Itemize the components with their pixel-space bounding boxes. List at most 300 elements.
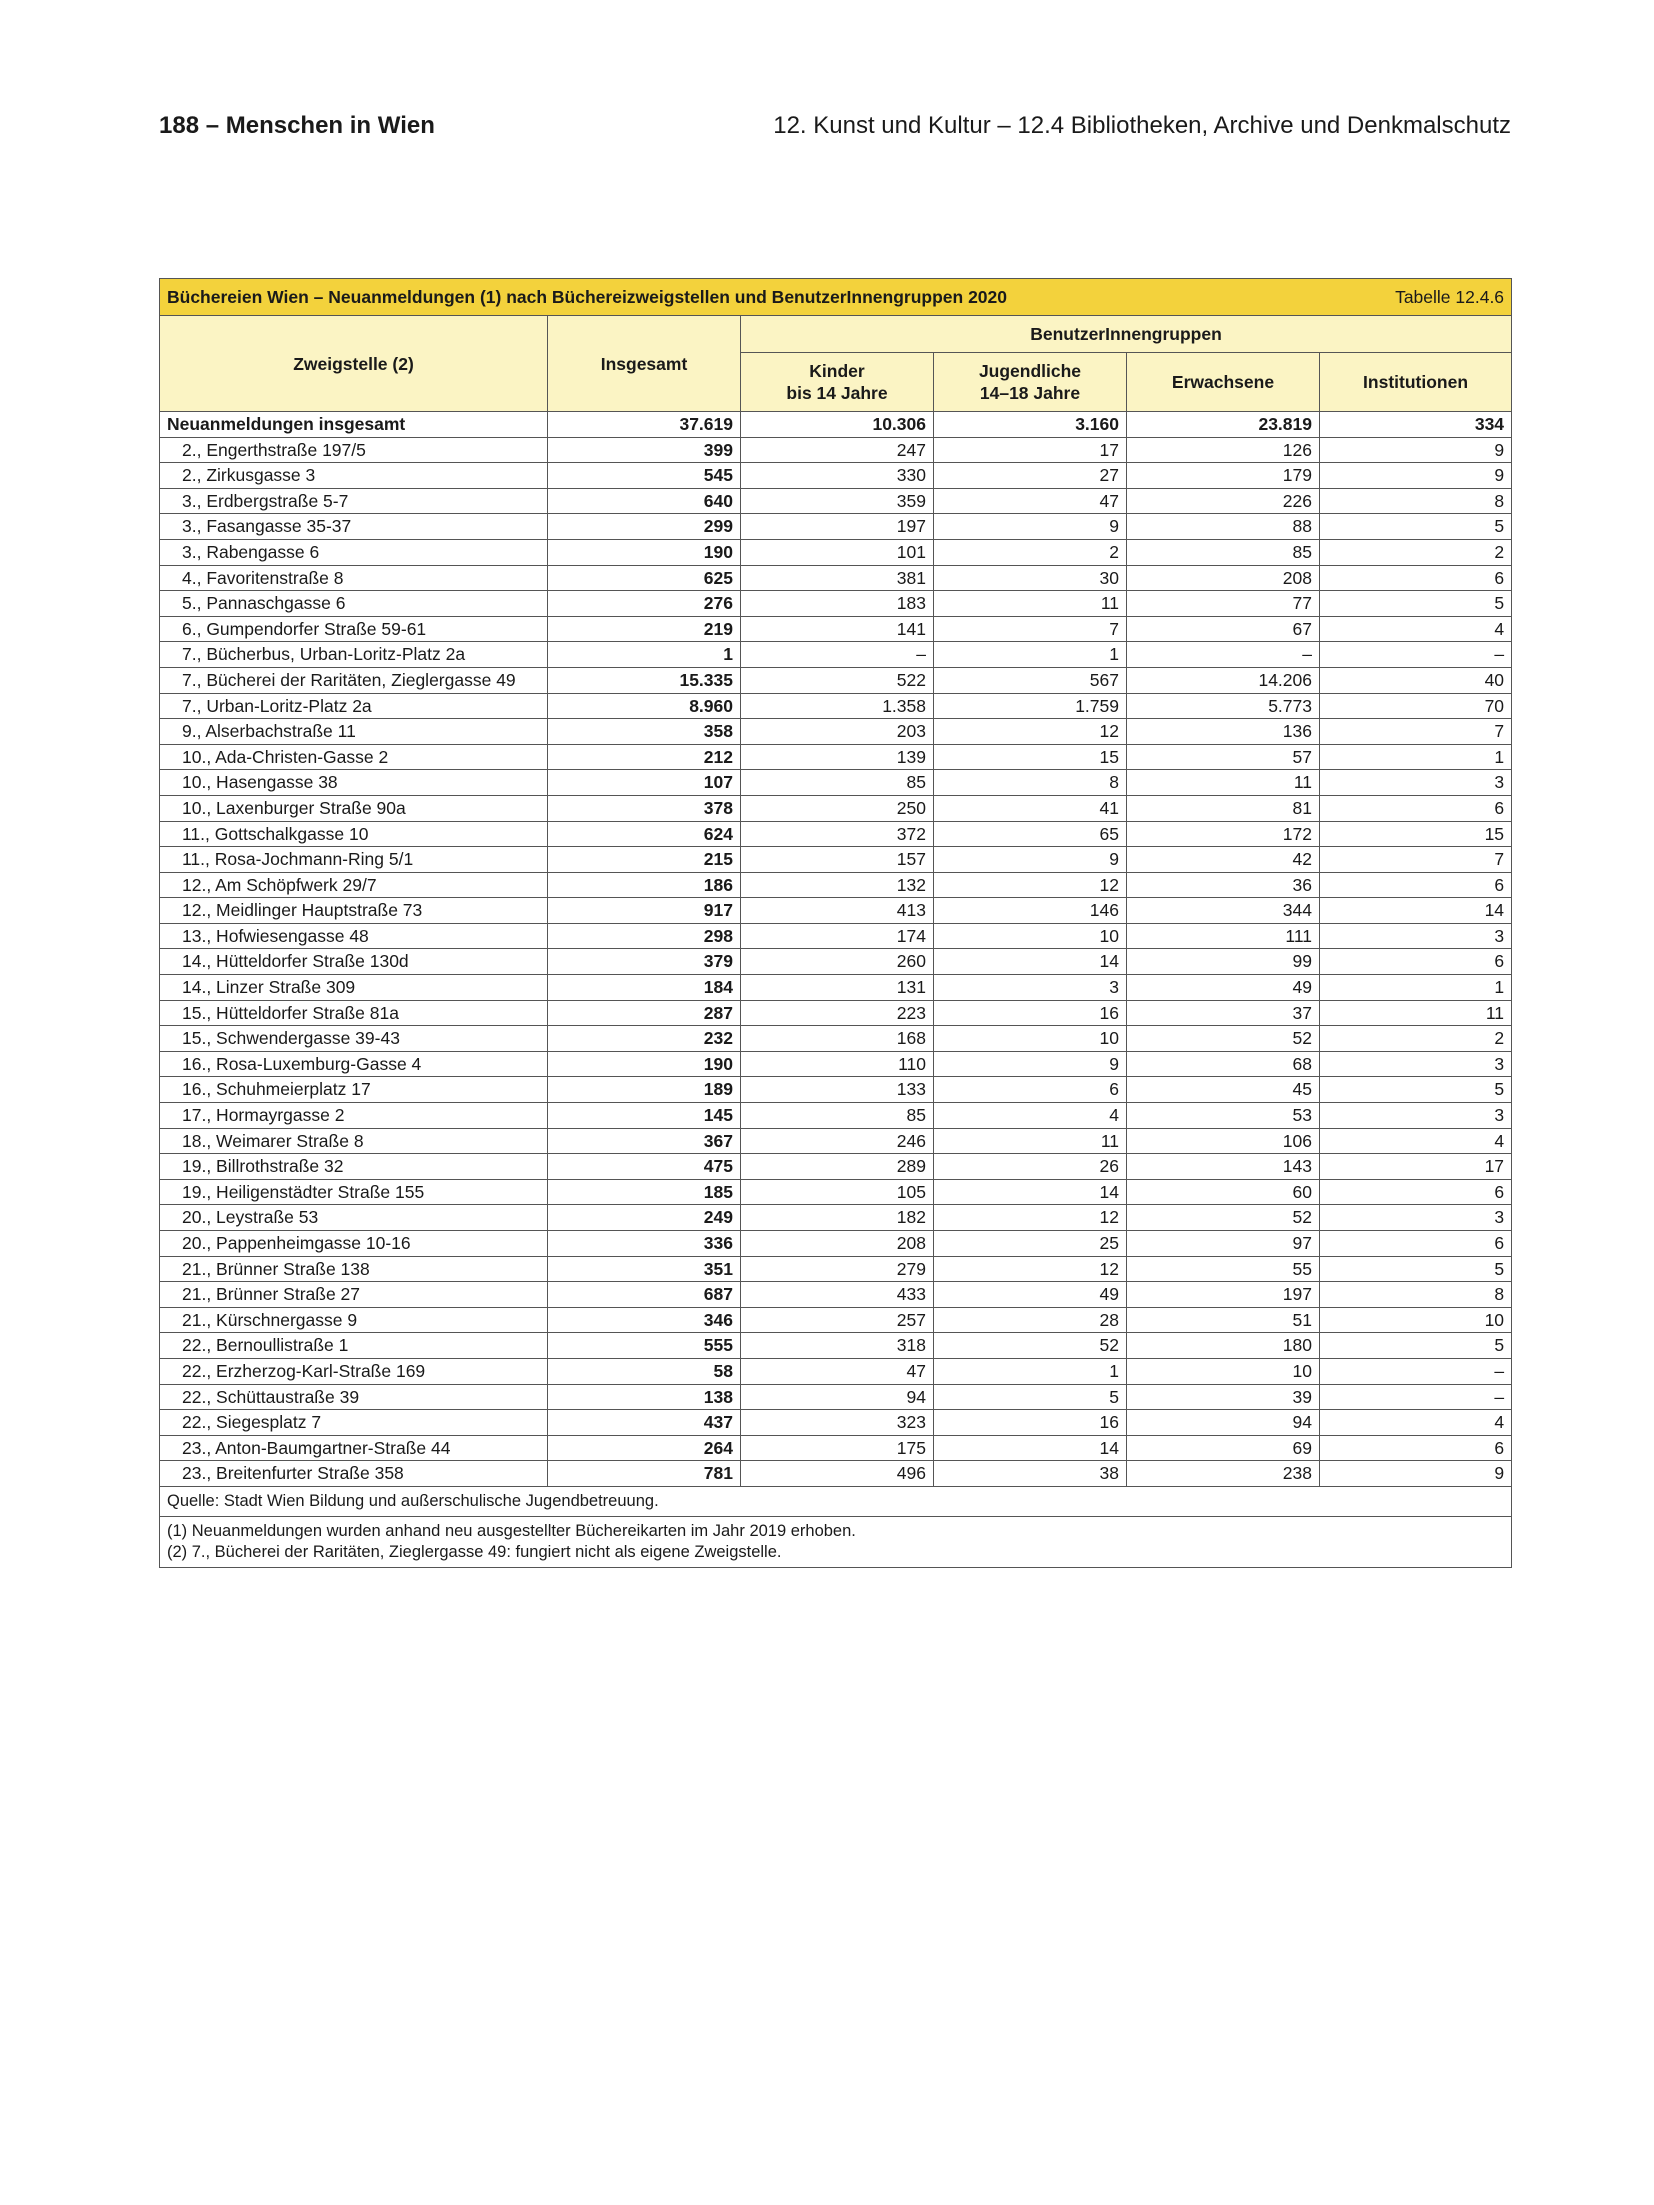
cell-youth: 9 (934, 1051, 1127, 1077)
col-header-children-line2: bis 14 Jahre (786, 383, 888, 403)
page-number-title: 188 – Menschen in Wien (159, 112, 435, 139)
cell-branch: 20., Leystraße 53 (160, 1205, 548, 1231)
cell-adults: 126 (1127, 437, 1320, 463)
cell-branch: Neuanmeldungen insgesamt (160, 412, 548, 438)
cell-children: 182 (741, 1205, 934, 1231)
cell-youth: 15 (934, 744, 1127, 770)
cell-youth: 52 (934, 1333, 1127, 1359)
cell-total: 379 (548, 949, 741, 975)
col-header-adults: Erwachsene (1127, 353, 1320, 412)
cell-children: 168 (741, 1026, 934, 1052)
table-source: Quelle: Stadt Wien Bildung und außerschulische Jugendbetreuung. (160, 1486, 1512, 1516)
cell-children: 47 (741, 1358, 934, 1384)
col-header-total: Insgesamt (548, 316, 741, 412)
cell-youth: 16 (934, 1410, 1127, 1436)
cell-adults: 11 (1127, 770, 1320, 796)
cell-institutions: 11 (1320, 1000, 1512, 1026)
cell-total: 781 (548, 1461, 741, 1487)
table-row (160, 949, 1512, 975)
cell-branch: 4., Favoritenstraße 8 (160, 565, 548, 591)
col-header-youth (934, 353, 1127, 412)
cell-youth: 12 (934, 872, 1127, 898)
cell-adults: 52 (1127, 1026, 1320, 1052)
cell-branch: 16., Rosa-Luxemburg-Gasse 4 (160, 1051, 548, 1077)
col-header-youth-line2: 14–18 Jahre (979, 383, 1081, 403)
table-row (160, 1461, 1512, 1487)
cell-branch: 14., Hütteldorfer Straße 130d (160, 949, 548, 975)
cell-institutions: 10 (1320, 1307, 1512, 1333)
col-header-youth-line1: Jugendliche (978, 361, 1082, 381)
cell-branch: 22., Siegesplatz 7 (160, 1410, 548, 1436)
cell-youth: 9 (934, 514, 1127, 540)
cell-adults: 106 (1127, 1128, 1320, 1154)
cell-branch: 2., Engerthstraße 197/5 (160, 437, 548, 463)
col-header-branch: Zweigstelle (2) (160, 316, 548, 412)
cell-total: 219 (548, 616, 741, 642)
cell-total: 917 (548, 898, 741, 924)
table-row (160, 821, 1512, 847)
cell-children: 433 (741, 1282, 934, 1308)
table-row (160, 1077, 1512, 1103)
cell-total: 399 (548, 437, 741, 463)
cell-total: 15.335 (548, 667, 741, 693)
table-row (160, 1307, 1512, 1333)
cell-adults: 94 (1127, 1410, 1320, 1436)
cell-total: 58 (548, 1358, 741, 1384)
table-row (160, 565, 1512, 591)
cell-adults: 136 (1127, 719, 1320, 745)
cell-institutions: 4 (1320, 1410, 1512, 1436)
cell-youth: 12 (934, 1205, 1127, 1231)
cell-youth: 25 (934, 1231, 1127, 1257)
cell-youth: 47 (934, 488, 1127, 514)
cell-institutions: 3 (1320, 923, 1512, 949)
table-row (160, 872, 1512, 898)
table-row (160, 693, 1512, 719)
cell-institutions: 6 (1320, 565, 1512, 591)
cell-institutions: – (1320, 1384, 1512, 1410)
cell-children: 318 (741, 1333, 934, 1359)
table-notes (160, 1516, 1512, 1567)
cell-total: 138 (548, 1384, 741, 1410)
cell-institutions: 5 (1320, 1256, 1512, 1282)
cell-total: 367 (548, 1128, 741, 1154)
table-source-row (160, 1486, 1512, 1516)
table-row (160, 616, 1512, 642)
cell-institutions: 5 (1320, 514, 1512, 540)
cell-adults: 36 (1127, 872, 1320, 898)
cell-institutions: 1 (1320, 975, 1512, 1001)
cell-total: 555 (548, 1333, 741, 1359)
cell-total: 378 (548, 795, 741, 821)
cell-children: 413 (741, 898, 934, 924)
cell-adults: 81 (1127, 795, 1320, 821)
table-row (160, 1051, 1512, 1077)
col-header-user-groups: BenutzerInnengruppen (741, 316, 1512, 353)
cell-institutions: 9 (1320, 437, 1512, 463)
table-title: Büchereien Wien – Neuanmeldungen (1) nach Büchereizweigstellen und BenutzerInnengruppen 2020 (167, 287, 1007, 307)
cell-branch: 19., Heiligenstädter Straße 155 (160, 1179, 548, 1205)
cell-total: 8.960 (548, 693, 741, 719)
cell-institutions: 2 (1320, 539, 1512, 565)
cell-youth: 11 (934, 1128, 1127, 1154)
cell-adults: – (1127, 642, 1320, 668)
cell-children: 175 (741, 1435, 934, 1461)
statistics-table-container (159, 278, 1511, 1568)
cell-youth: 1 (934, 1358, 1127, 1384)
cell-institutions: 6 (1320, 1435, 1512, 1461)
cell-children: 257 (741, 1307, 934, 1333)
cell-adults: 49 (1127, 975, 1320, 1001)
table-row (160, 1000, 1512, 1026)
cell-children: 522 (741, 667, 934, 693)
table-row (160, 847, 1512, 873)
cell-youth: 10 (934, 923, 1127, 949)
table-row (160, 898, 1512, 924)
cell-institutions: 6 (1320, 872, 1512, 898)
cell-institutions: 40 (1320, 667, 1512, 693)
table-row (160, 1410, 1512, 1436)
cell-institutions: 14 (1320, 898, 1512, 924)
cell-branch: 22., Bernoullistraße 1 (160, 1333, 548, 1359)
cell-youth: 11 (934, 591, 1127, 617)
table-row (160, 488, 1512, 514)
cell-institutions: 8 (1320, 1282, 1512, 1308)
cell-children: 85 (741, 770, 934, 796)
cell-institutions: 4 (1320, 1128, 1512, 1154)
table-row (160, 1358, 1512, 1384)
cell-children: 381 (741, 565, 934, 591)
table-body (160, 412, 1512, 1487)
cell-total: 145 (548, 1103, 741, 1129)
cell-children: 279 (741, 1256, 934, 1282)
cell-branch: 5., Pannaschgasse 6 (160, 591, 548, 617)
table-row (160, 719, 1512, 745)
cell-total: 687 (548, 1282, 741, 1308)
cell-adults: 180 (1127, 1333, 1320, 1359)
cell-children: – (741, 642, 934, 668)
cell-children: 359 (741, 488, 934, 514)
cell-children: 203 (741, 719, 934, 745)
cell-youth: 17 (934, 437, 1127, 463)
cell-total: 287 (548, 1000, 741, 1026)
cell-children: 323 (741, 1410, 934, 1436)
cell-branch: 22., Erzherzog-Karl-Straße 169 (160, 1358, 548, 1384)
cell-total: 640 (548, 488, 741, 514)
table-row (160, 642, 1512, 668)
cell-institutions: 70 (1320, 693, 1512, 719)
cell-children: 110 (741, 1051, 934, 1077)
page-header (159, 112, 1511, 146)
table-row (160, 1384, 1512, 1410)
table-row (160, 591, 1512, 617)
cell-children: 94 (741, 1384, 934, 1410)
cell-total: 215 (548, 847, 741, 873)
cell-children: 101 (741, 539, 934, 565)
cell-total: 212 (548, 744, 741, 770)
cell-children: 1.358 (741, 693, 934, 719)
cell-youth: 3.160 (934, 412, 1127, 438)
table-row (160, 795, 1512, 821)
col-header-children-line1: Kinder (809, 361, 865, 381)
cell-total: 625 (548, 565, 741, 591)
cell-adults: 23.819 (1127, 412, 1320, 438)
table-row (160, 1026, 1512, 1052)
cell-branch: 15., Schwendergasse 39-43 (160, 1026, 548, 1052)
cell-youth: 28 (934, 1307, 1127, 1333)
cell-adults: 344 (1127, 898, 1320, 924)
table-header-row (160, 316, 1512, 353)
cell-branch: 13., Hofwiesengasse 48 (160, 923, 548, 949)
cell-youth: 7 (934, 616, 1127, 642)
cell-youth: 38 (934, 1461, 1127, 1487)
chapter-title: 12. Kunst und Kultur – 12.4 Bibliotheken, Archive und Denkmalschutz (773, 112, 1511, 139)
cell-branch: 21., Kürschnergasse 9 (160, 1307, 548, 1333)
cell-branch: 3., Erdbergstraße 5-7 (160, 488, 548, 514)
cell-children: 131 (741, 975, 934, 1001)
cell-youth: 65 (934, 821, 1127, 847)
cell-total: 475 (548, 1154, 741, 1180)
cell-youth: 2 (934, 539, 1127, 565)
footnote-1: (1) Neuanmeldungen wurden anhand neu ausgestellter Büchereikarten im Jahr 2019 erhoben. (167, 1521, 856, 1540)
cell-total: 298 (548, 923, 741, 949)
cell-children: 372 (741, 821, 934, 847)
cell-total: 184 (548, 975, 741, 1001)
cell-institutions: 5 (1320, 1333, 1512, 1359)
cell-branch: 16., Schuhmeierplatz 17 (160, 1077, 548, 1103)
cell-branch: 7., Bücherei der Raritäten, Zieglergasse 49 (160, 667, 548, 693)
cell-adults: 45 (1127, 1077, 1320, 1103)
cell-institutions: 15 (1320, 821, 1512, 847)
footnote-2: (2) 7., Bücherei der Raritäten, Zieglergasse 49: fungiert nicht als eigene Zweigstelle. (167, 1542, 782, 1561)
table-row (160, 667, 1512, 693)
cell-institutions: 3 (1320, 1205, 1512, 1231)
cell-institutions: 3 (1320, 770, 1512, 796)
cell-total: 185 (548, 1179, 741, 1205)
cell-adults: 97 (1127, 1231, 1320, 1257)
cell-institutions: – (1320, 642, 1512, 668)
cell-branch: 14., Linzer Straße 309 (160, 975, 548, 1001)
cell-children: 141 (741, 616, 934, 642)
cell-institutions: 4 (1320, 616, 1512, 642)
table-row (160, 539, 1512, 565)
table-row-total (160, 412, 1512, 438)
cell-total: 249 (548, 1205, 741, 1231)
cell-institutions: 6 (1320, 1231, 1512, 1257)
table-row (160, 744, 1512, 770)
table-row (160, 1154, 1512, 1180)
cell-youth: 16 (934, 1000, 1127, 1026)
cell-adults: 53 (1127, 1103, 1320, 1129)
table-reference: Tabelle 12.4.6 (1395, 287, 1505, 307)
cell-adults: 238 (1127, 1461, 1320, 1487)
cell-branch: 10., Laxenburger Straße 90a (160, 795, 548, 821)
cell-total: 346 (548, 1307, 741, 1333)
cell-youth: 26 (934, 1154, 1127, 1180)
col-header-children (741, 353, 934, 412)
cell-children: 132 (741, 872, 934, 898)
table-row (160, 1435, 1512, 1461)
cell-adults: 52 (1127, 1205, 1320, 1231)
cell-total: 190 (548, 539, 741, 565)
table-row (160, 1282, 1512, 1308)
cell-adults: 55 (1127, 1256, 1320, 1282)
table-row (160, 514, 1512, 540)
cell-institutions: 2 (1320, 1026, 1512, 1052)
statistics-table (159, 278, 1512, 1568)
cell-children: 197 (741, 514, 934, 540)
cell-branch: 22., Schüttaustraße 39 (160, 1384, 548, 1410)
cell-adults: 77 (1127, 591, 1320, 617)
cell-youth: 10 (934, 1026, 1127, 1052)
cell-children: 174 (741, 923, 934, 949)
cell-total: 336 (548, 1231, 741, 1257)
cell-institutions: 7 (1320, 847, 1512, 873)
table-row (160, 1256, 1512, 1282)
table-title-row (160, 279, 1512, 316)
cell-institutions: 9 (1320, 463, 1512, 489)
cell-youth: 49 (934, 1282, 1127, 1308)
cell-youth: 4 (934, 1103, 1127, 1129)
cell-total: 190 (548, 1051, 741, 1077)
table-row (160, 437, 1512, 463)
cell-branch: 23., Anton-Baumgartner-Straße 44 (160, 1435, 548, 1461)
cell-adults: 39 (1127, 1384, 1320, 1410)
cell-children: 105 (741, 1179, 934, 1205)
cell-adults: 51 (1127, 1307, 1320, 1333)
cell-total: 545 (548, 463, 741, 489)
cell-branch: 2., Zirkusgasse 3 (160, 463, 548, 489)
table-row (160, 1205, 1512, 1231)
cell-branch: 10., Ada-Christen-Gasse 2 (160, 744, 548, 770)
cell-branch: 12., Meidlinger Hauptstraße 73 (160, 898, 548, 924)
cell-children: 223 (741, 1000, 934, 1026)
cell-children: 496 (741, 1461, 934, 1487)
cell-adults: 60 (1127, 1179, 1320, 1205)
cell-institutions: 17 (1320, 1154, 1512, 1180)
cell-institutions: 7 (1320, 719, 1512, 745)
cell-institutions: 8 (1320, 488, 1512, 514)
cell-youth: 1 (934, 642, 1127, 668)
cell-youth: 6 (934, 1077, 1127, 1103)
table-row (160, 1231, 1512, 1257)
cell-branch: 23., Breitenfurter Straße 358 (160, 1461, 548, 1487)
cell-total: 299 (548, 514, 741, 540)
cell-youth: 14 (934, 949, 1127, 975)
cell-adults: 226 (1127, 488, 1320, 514)
cell-adults: 172 (1127, 821, 1320, 847)
cell-children: 183 (741, 591, 934, 617)
cell-total: 37.619 (548, 412, 741, 438)
cell-branch: 6., Gumpendorfer Straße 59-61 (160, 616, 548, 642)
cell-adults: 14.206 (1127, 667, 1320, 693)
cell-branch: 7., Bücherbus, Urban-Loritz-Platz 2a (160, 642, 548, 668)
cell-adults: 57 (1127, 744, 1320, 770)
cell-adults: 37 (1127, 1000, 1320, 1026)
cell-branch: 9., Alserbachstraße 11 (160, 719, 548, 745)
cell-adults: 208 (1127, 565, 1320, 591)
cell-branch: 15., Hütteldorfer Straße 81a (160, 1000, 548, 1026)
table-notes-row (160, 1516, 1512, 1567)
cell-youth: 30 (934, 565, 1127, 591)
cell-branch: 11., Gottschalkgasse 10 (160, 821, 548, 847)
cell-total: 624 (548, 821, 741, 847)
cell-branch: 7., Urban-Loritz-Platz 2a (160, 693, 548, 719)
cell-branch: 12., Am Schöpfwerk 29/7 (160, 872, 548, 898)
col-header-institutions: Institutionen (1320, 353, 1512, 412)
cell-total: 232 (548, 1026, 741, 1052)
cell-children: 250 (741, 795, 934, 821)
cell-institutions: 5 (1320, 591, 1512, 617)
cell-total: 107 (548, 770, 741, 796)
cell-youth: 567 (934, 667, 1127, 693)
cell-youth: 146 (934, 898, 1127, 924)
cell-youth: 12 (934, 719, 1127, 745)
cell-adults: 111 (1127, 923, 1320, 949)
cell-adults: 99 (1127, 949, 1320, 975)
cell-adults: 85 (1127, 539, 1320, 565)
cell-youth: 1.759 (934, 693, 1127, 719)
cell-children: 157 (741, 847, 934, 873)
cell-institutions: 6 (1320, 949, 1512, 975)
cell-adults: 88 (1127, 514, 1320, 540)
cell-adults: 179 (1127, 463, 1320, 489)
cell-children: 260 (741, 949, 934, 975)
cell-branch: 3., Fasangasse 35-37 (160, 514, 548, 540)
cell-total: 264 (548, 1435, 741, 1461)
cell-children: 208 (741, 1231, 934, 1257)
cell-youth: 14 (934, 1435, 1127, 1461)
cell-total: 276 (548, 591, 741, 617)
cell-institutions: 5 (1320, 1077, 1512, 1103)
cell-institutions: 3 (1320, 1103, 1512, 1129)
cell-institutions: 3 (1320, 1051, 1512, 1077)
cell-children: 85 (741, 1103, 934, 1129)
cell-branch: 18., Weimarer Straße 8 (160, 1128, 548, 1154)
cell-institutions: – (1320, 1358, 1512, 1384)
table-row (160, 1103, 1512, 1129)
cell-branch: 11., Rosa-Jochmann-Ring 5/1 (160, 847, 548, 873)
cell-children: 289 (741, 1154, 934, 1180)
cell-youth: 27 (934, 463, 1127, 489)
cell-institutions: 334 (1320, 412, 1512, 438)
table-row (160, 1128, 1512, 1154)
cell-children: 247 (741, 437, 934, 463)
cell-adults: 67 (1127, 616, 1320, 642)
cell-branch: 21., Brünner Straße 138 (160, 1256, 548, 1282)
cell-total: 437 (548, 1410, 741, 1436)
cell-institutions: 1 (1320, 744, 1512, 770)
cell-children: 139 (741, 744, 934, 770)
cell-children: 10.306 (741, 412, 934, 438)
table-row (160, 923, 1512, 949)
cell-youth: 5 (934, 1384, 1127, 1410)
cell-branch: 20., Pappenheimgasse 10-16 (160, 1231, 548, 1257)
table-title-cell (160, 279, 1512, 316)
cell-branch: 19., Billrothstraße 32 (160, 1154, 548, 1180)
cell-branch: 3., Rabengasse 6 (160, 539, 548, 565)
cell-total: 351 (548, 1256, 741, 1282)
cell-branch: 21., Brünner Straße 27 (160, 1282, 548, 1308)
cell-adults: 5.773 (1127, 693, 1320, 719)
cell-children: 246 (741, 1128, 934, 1154)
cell-total: 186 (548, 872, 741, 898)
cell-institutions: 6 (1320, 1179, 1512, 1205)
cell-youth: 9 (934, 847, 1127, 873)
cell-adults: 42 (1127, 847, 1320, 873)
table-row (160, 975, 1512, 1001)
cell-adults: 69 (1127, 1435, 1320, 1461)
